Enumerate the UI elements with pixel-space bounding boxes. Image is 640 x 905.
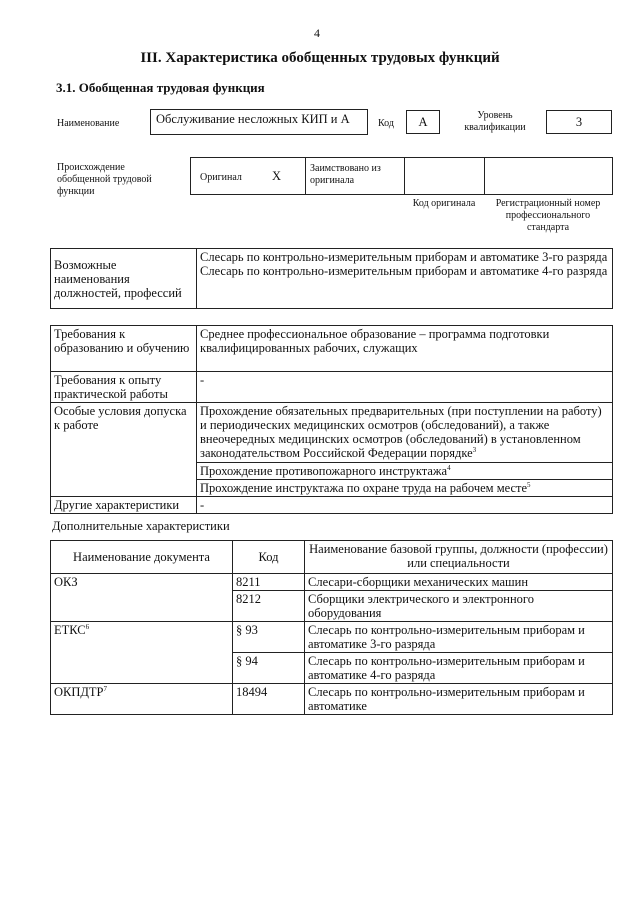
- okpdtr-code: 18494: [233, 684, 305, 715]
- level-label: Уровень квалификации: [464, 110, 526, 133]
- original-mark: X: [272, 169, 282, 183]
- code-label: Код: [378, 118, 394, 129]
- conditions-text: Прохождение инструктажа по охране труда на рабочем месте: [200, 481, 528, 495]
- okz-name: Сборщики электрического и электронного оборудования: [305, 591, 613, 622]
- divider: [305, 157, 306, 195]
- doc-etks-text: ЕТКС: [54, 623, 86, 637]
- col-code-header: Код: [233, 541, 305, 574]
- experience-label: Требования к опыту практической работы: [51, 372, 197, 403]
- borrowed-label: Заимствовано из оригинала: [310, 163, 381, 186]
- position-item: Слесарь по контрольно-измерительным приборам и автоматике 4-го разряда: [200, 264, 608, 278]
- positions-values: [197, 249, 613, 309]
- okz-code: 8212: [233, 591, 305, 622]
- subsection-title: 3.1. Обобщенная трудовая функция: [56, 80, 265, 95]
- other-label: Другие характеристики: [51, 497, 197, 514]
- name-label: Наименование: [57, 118, 120, 129]
- level-field: 3: [546, 110, 612, 134]
- function-name-field: Обслуживание несложных КИП и А: [150, 109, 368, 135]
- origin-label: Происхождение обобщенной трудовой функции: [57, 162, 152, 197]
- additional-title: Дополнительные характеристики: [52, 519, 230, 533]
- etks-code: § 93: [233, 622, 305, 653]
- position-item: Слесарь по контрольно-измерительным приборам и автоматике 3-го разряда: [200, 250, 608, 264]
- okz-code: 8211: [233, 574, 305, 591]
- other-value: -: [197, 497, 613, 514]
- col-name-header: Наименование базовой группы, должности (профессии) или специальности: [305, 541, 613, 574]
- requirements-table: [50, 325, 613, 514]
- etks-name: Слесарь по контрольно-измерительным приборам и автоматике 3-го разряда: [305, 622, 613, 653]
- education-value: Среднее профессиональное образование – программа подготовки квалифицированных рабочих, служащих: [197, 326, 613, 372]
- doc-okpdtr-text: ОКПДТР: [54, 685, 104, 699]
- positions-table: [50, 248, 613, 309]
- experience-value: -: [197, 372, 613, 403]
- conditions-text: Прохождение обязательных предварительных (при поступлении на работу) и периодических медицинских осмотров (обследований), а также внеочередных медицинских осмотров (обследований) в установленном законодательством Российской Федерации порядке: [200, 404, 602, 460]
- origin-table: [190, 157, 613, 195]
- etks-code: § 94: [233, 653, 305, 684]
- conditions-item: [197, 463, 613, 480]
- okz-name: Слесари-сборщики механических машин: [305, 574, 613, 591]
- footnote-ref: 3: [472, 445, 477, 454]
- section-title: III. Характеристика обобщенных трудовых функций: [140, 50, 500, 66]
- footnote-ref: 6: [85, 622, 90, 631]
- doc-okpdtr: [51, 684, 233, 715]
- conditions-item: [197, 403, 613, 463]
- divider: [404, 157, 405, 195]
- conditions-label: Особые условия допуска к работе: [51, 403, 197, 497]
- additional-table: [50, 540, 613, 715]
- footnote-ref: 7: [103, 684, 108, 693]
- reg-number-caption: Регистрационный номер профессионального стандарта: [495, 198, 601, 233]
- positions-label: Возможные наименования должностей, профессий: [51, 249, 197, 309]
- doc-etks: [51, 622, 233, 684]
- conditions-item: [197, 480, 613, 497]
- col-doc-header: Наименование документа: [51, 541, 233, 574]
- divider: [484, 157, 485, 195]
- doc-okz: ОКЗ: [51, 574, 233, 622]
- etks-name: Слесарь по контрольно-измерительным приборам и автоматике 4-го разряда: [305, 653, 613, 684]
- okpdtr-name: Слесарь по контрольно-измерительным приборам и автоматике: [305, 684, 613, 715]
- code-field: А: [406, 110, 440, 134]
- footnote-ref: 5: [527, 480, 531, 489]
- education-label: Требования к образованию и обучению: [51, 326, 197, 372]
- footnote-ref: 4: [447, 463, 451, 472]
- page-number: 4: [314, 26, 320, 40]
- conditions-text: Прохождение противопожарного инструктажа: [200, 464, 448, 478]
- original-label: Оригинал: [200, 172, 242, 183]
- code-original-caption: Код оригинала: [412, 198, 476, 209]
